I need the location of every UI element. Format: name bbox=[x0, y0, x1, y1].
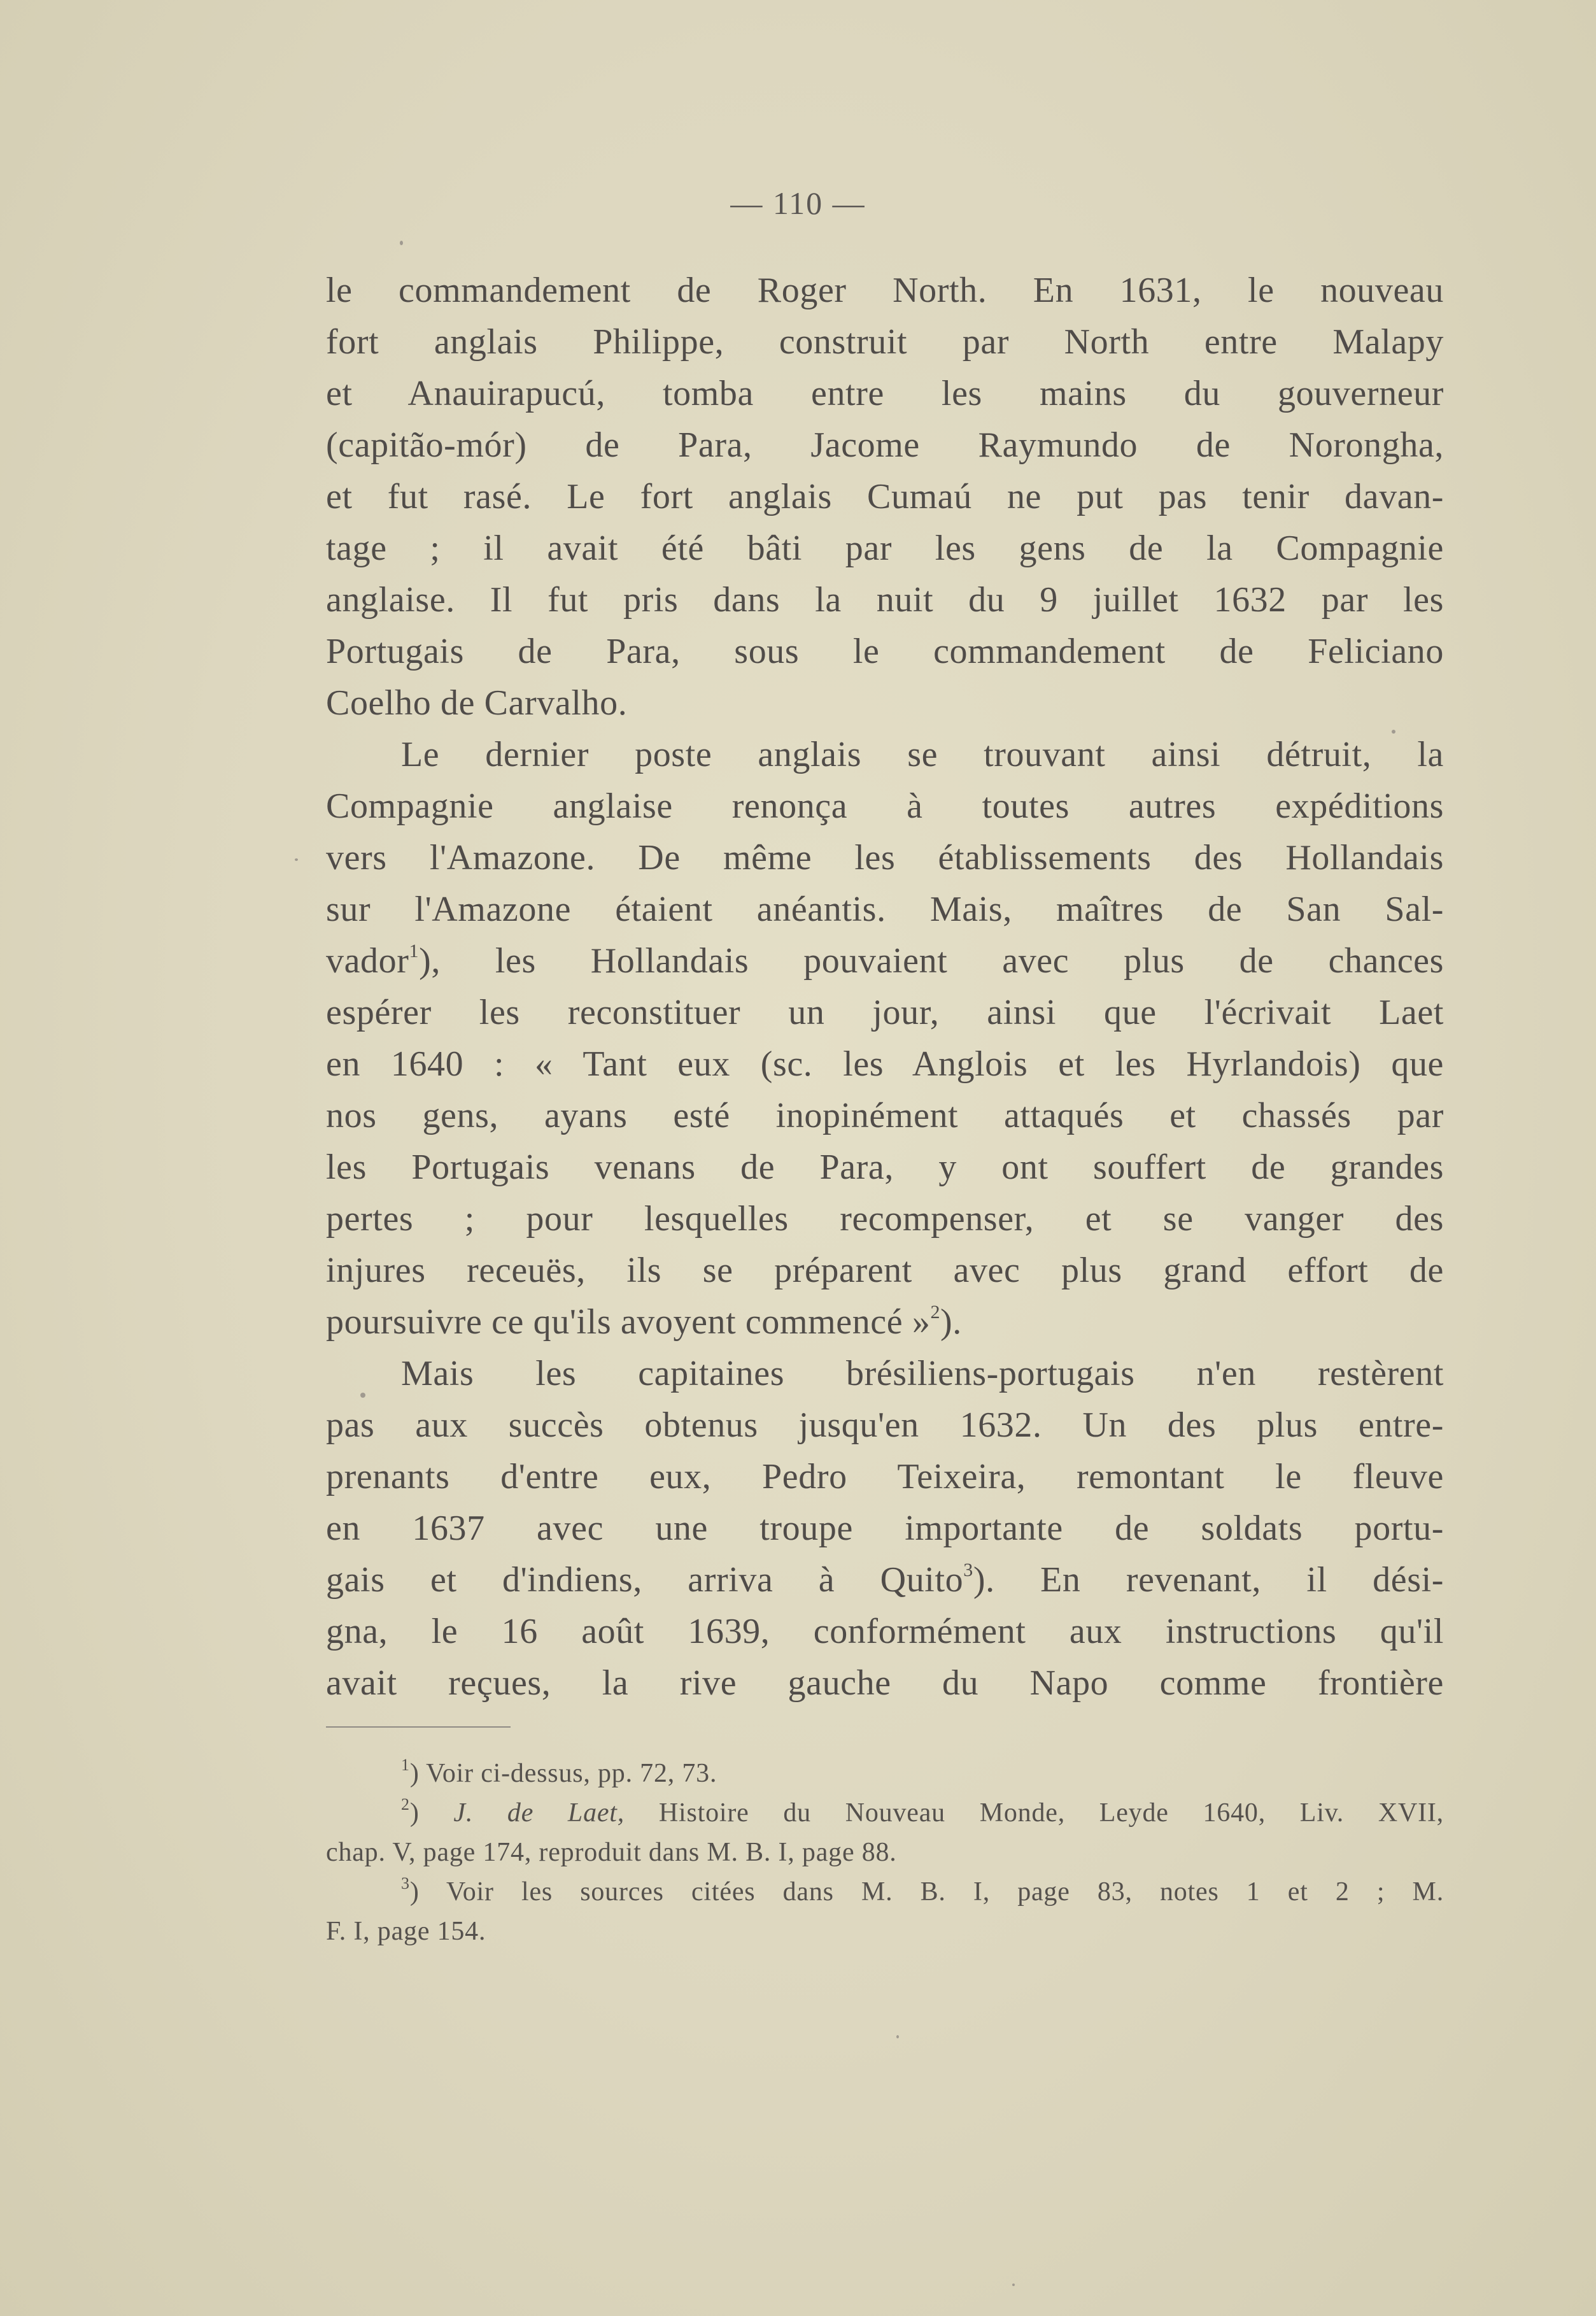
footnote-ref-2[interactable]: 2 bbox=[930, 1302, 941, 1323]
text-line-with-footnote-ref bbox=[326, 1554, 1444, 1606]
text-line: le commandement de Roger North. En 1631, le nouveau bbox=[326, 271, 1444, 310]
footnote-1 bbox=[326, 1754, 1444, 1793]
text-line: pas aux succès obtenus jusqu'en 1632. Un des plus entre- bbox=[326, 1405, 1444, 1445]
footnotes bbox=[326, 1754, 1444, 1951]
text-line: (capitão-mór) de Para, Jacome Raymundo de Norongha, bbox=[326, 425, 1444, 465]
footnote-3 bbox=[326, 1872, 1444, 1912]
text-line: en 1637 avec une troupe importante de soldats portu- bbox=[326, 1509, 1444, 1548]
text-line: les Portugais venans de Para, y ont souffert de grandes bbox=[326, 1147, 1444, 1187]
main-text bbox=[326, 265, 1444, 1709]
text-line: nos gens, ayans esté inopinément attaqués et chassés par bbox=[326, 1096, 1444, 1135]
text-line: Portugais de Para, sous le commandement de Feliciano bbox=[326, 632, 1444, 671]
text-line: anglaise. Il fut pris dans la nuit du 9 juillet 1632 par les bbox=[326, 580, 1444, 620]
footnote-separator-rule bbox=[326, 1726, 511, 1728]
footnote-text: ) Voir les sources citées dans M. B. I, page 83, notes 1 et 2 ; M. bbox=[409, 1877, 1444, 1907]
text-line: sur l'Amazone étaient anéantis. Mais, maîtres de San Sal- bbox=[326, 890, 1444, 929]
text-line: gna, le 16 août 1639, conformément aux instructions qu'il bbox=[326, 1612, 1444, 1651]
footnote-2 bbox=[326, 1793, 1444, 1833]
footnote-ref-3[interactable]: 3 bbox=[963, 1559, 973, 1581]
footnote-author: J. de Laet, bbox=[453, 1798, 625, 1828]
text-line: fort anglais Philippe, construit par North entre Malapy bbox=[326, 322, 1444, 362]
text-line: Compagnie anglaise renonça à toutes autres expéditions bbox=[326, 786, 1444, 826]
text-line: injures receuës, ils se préparent avec plus grand effort de bbox=[326, 1251, 1444, 1290]
text-line: Mais les capitaines brésiliens-portugais n'en restèrent bbox=[401, 1354, 1444, 1393]
line-start: gais et d'indiens, arriva à Quito bbox=[326, 1560, 964, 1600]
text-line: Le dernier poste anglais se trouvant ainsi détruit, la bbox=[401, 735, 1444, 774]
footnote-2-continuation: chap. V, page 174, reproduit dans M. B. I, page 88. bbox=[326, 1838, 897, 1867]
line-end: ). En revenant, il dési- bbox=[973, 1560, 1444, 1600]
text-line: et fut rasé. Le fort anglais Cumaú ne put pas tenir davan- bbox=[326, 477, 1444, 516]
paper-speck bbox=[1012, 2284, 1015, 2286]
footnote-marker: 2 bbox=[401, 1795, 410, 1814]
text-line: et Anauirapucú, tomba entre les mains du gouverneur bbox=[326, 374, 1444, 413]
footnote-ref-1[interactable]: 1 bbox=[409, 941, 420, 962]
footnote-paren: ) bbox=[409, 1798, 454, 1828]
text-line: avait reçues, la rive gauche du Napo comme frontière bbox=[326, 1663, 1444, 1703]
footnote-3-continuation: F. I, page 154. bbox=[326, 1917, 486, 1946]
text-line: espérer les reconstituer un jour, ainsi que l'écrivait Laet bbox=[326, 993, 1444, 1032]
text-line: prenants d'entre eux, Pedro Teixeira, remontant le fleuve bbox=[326, 1457, 1444, 1496]
text-line: Coelho de Carvalho. bbox=[326, 683, 628, 723]
text-line-with-footnote-ref bbox=[326, 935, 1444, 987]
footnote-marker: 1 bbox=[401, 1756, 410, 1774]
text-line: en 1640 : « Tant eux (sc. les Anglois et les Hyrlandois) que bbox=[326, 1044, 1444, 1084]
paper-speck bbox=[1392, 730, 1395, 734]
paper-speck bbox=[896, 2035, 899, 2038]
footnote-text: Histoire du Nouveau Monde, Leyde 1640, Liv. XVII, bbox=[625, 1798, 1444, 1828]
text-line: tage ; il avait été bâti par les gens de la Compagnie bbox=[326, 529, 1444, 568]
page-number: — 110 — bbox=[730, 185, 866, 221]
line-end: ). bbox=[940, 1302, 962, 1342]
footnote-marker: 3 bbox=[401, 1874, 410, 1893]
text-line: vers l'Amazone. De même les établissements des Hollandais bbox=[326, 838, 1444, 877]
line-start: vador bbox=[326, 941, 409, 981]
footnote-text: ) Voir ci-dessus, pp. 72, 73. bbox=[409, 1759, 717, 1788]
paper-speck bbox=[360, 1393, 365, 1398]
line-start: poursuivre ce qu'ils avoyent commencé » bbox=[326, 1302, 931, 1342]
text-line-with-footnote-ref bbox=[326, 1297, 1444, 1348]
paper-speck bbox=[400, 241, 403, 245]
text-line: pertes ; pour lesquelles recompenser, et se vanger des bbox=[326, 1199, 1444, 1239]
line-end: ), les Hollandais pouvaient avec plus de chances bbox=[419, 941, 1444, 981]
paper-speck bbox=[295, 858, 298, 861]
